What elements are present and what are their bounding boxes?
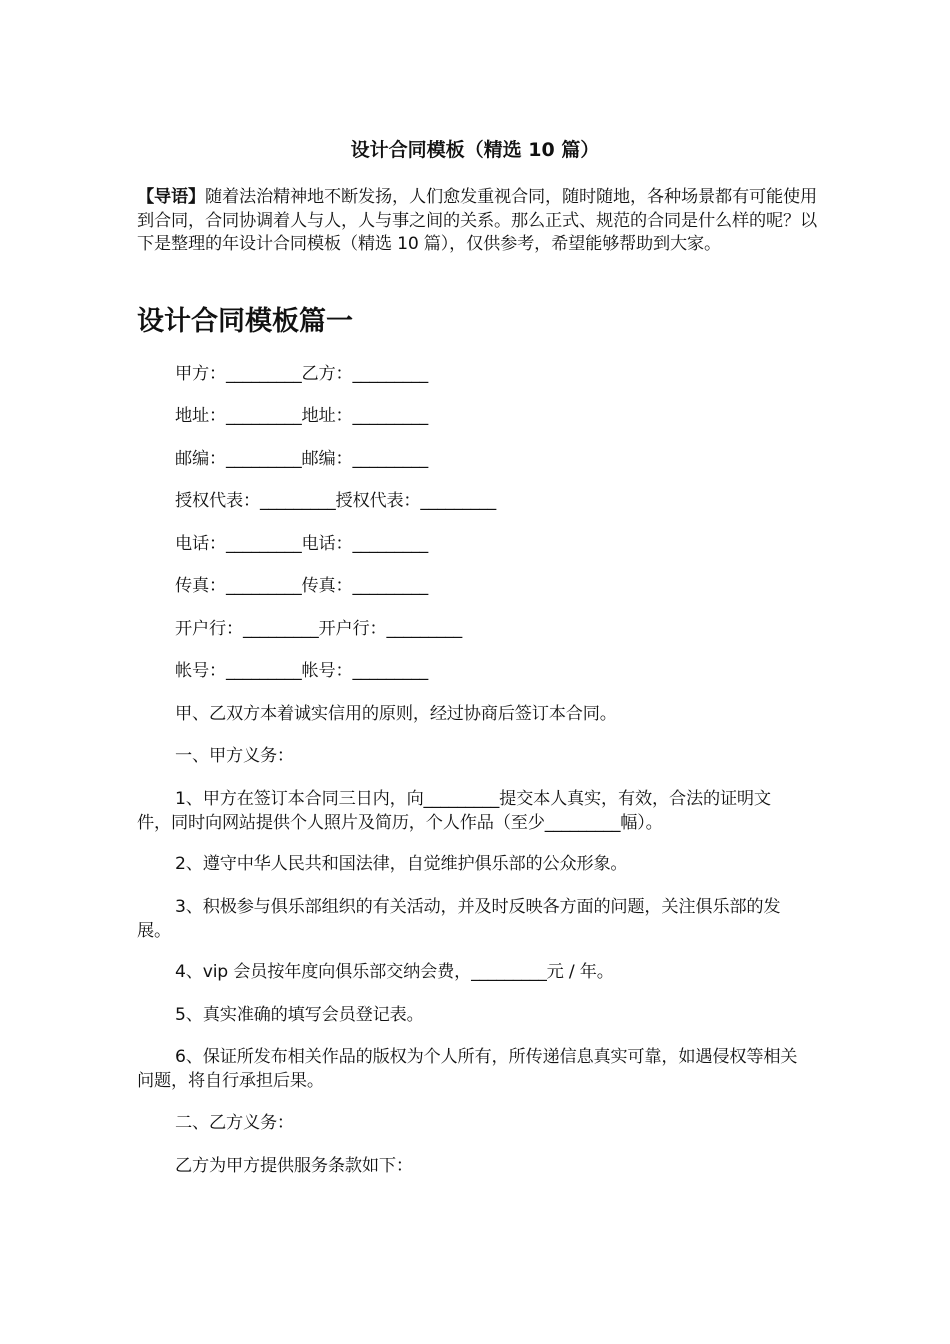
intro-paragraph (137, 186, 817, 257)
clause-5: 5、真实准确的填写会员登记表。 (175, 1005, 424, 1025)
representative-line: 授权代表：_________授权代表：_________ (175, 491, 496, 511)
party-name-line: 甲方：_________乙方：_________ (175, 364, 429, 384)
clause-6: 6、保证所发布相关作品的版权为个人所有，所传递信息真实可靠，如遇侵权等相关问题，将自行承担后果。 (137, 1047, 798, 1091)
phone-line: 电话：_________电话：_________ (175, 534, 429, 554)
intro-text: 随着法治精神地不断发扬，人们愈发重视合同，随时随地，各种场景都有可能使用到合同，合同协调着人与人，人与事之间的关系。那么正式、规范的合同是什么样的呢？以下是整理的年设计合同模板（精选 10 篇），仅供参考，希望能够帮助到大家。 (137, 187, 817, 254)
party-a-obligations-heading: 一、甲方义务： (175, 746, 294, 766)
service-terms-line: 乙方为甲方提供服务条款如下： (175, 1156, 413, 1176)
intro-lead: 【导语】 (137, 187, 205, 207)
clause-4: 4、vip 会员按年度向俱乐部交纳会费，_________元 / 年。 (175, 962, 614, 982)
agreement-paragraph: 甲、乙双方本着诚实信用的原则，经过协商后签订本合同。 (175, 704, 617, 724)
address-line: 地址：_________地址：_________ (175, 406, 429, 426)
account-line: 帐号：_________帐号：_________ (175, 661, 429, 681)
clause-3: 3、积极参与俱乐部组织的有关活动，并及时反映各方面的问题，关注俱乐部的发展。 (137, 897, 781, 941)
clause-2: 2、遵守中华人民共和国法律，自觉维护俱乐部的公众形象。 (175, 854, 628, 874)
clause-1: 1、甲方在签订本合同三日内，向_________提交本人真实，有效，合法的证明文件，同时向网站提供个人照片及简历，个人作品（至少_________幅）。 (137, 789, 771, 833)
postcode-line: 邮编：_________邮编：_________ (175, 449, 429, 469)
fax-line: 传真：_________传真：_________ (175, 576, 429, 596)
bank-line: 开户行：_________开户行：_________ (175, 619, 462, 639)
document-title: 设计合同模板（精选 10 篇） (350, 139, 600, 161)
party-b-obligations-heading: 二、乙方义务： (175, 1113, 294, 1133)
section-heading: 设计合同模板篇一 (137, 306, 353, 337)
